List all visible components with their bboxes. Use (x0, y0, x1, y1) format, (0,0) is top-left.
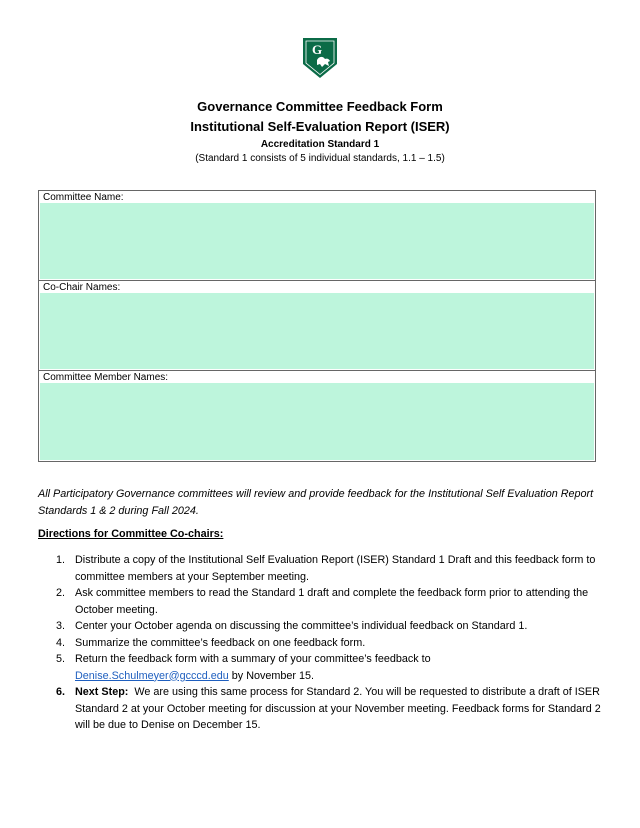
email-link[interactable]: Denise.Schulmeyer@gcccd.edu (75, 669, 229, 682)
step-number: 5. (56, 653, 66, 665)
directions-list (38, 552, 608, 734)
intro-paragraph: All Participatory Governance committees will review and provide feedback for the Institutional Self Evaluation Report Standards 1 & 2 during Fall 2024. (38, 488, 594, 517)
step-text: Distribute a copy of the Institutional Self Evaluation Report (ISER) Standard 1 Draft and this feedback form to committee members at your September meeting. (75, 554, 596, 583)
co-chair-names-section (39, 281, 595, 371)
step-text: Summarize the committee’s feedback on one feedback form. (75, 636, 366, 649)
list-item (38, 651, 608, 684)
logo-letter: G (312, 42, 323, 57)
committee-info-table (38, 190, 596, 462)
step-number: 3. (56, 620, 66, 632)
step-text: Center your October agenda on discussing the committee’s individual feedback on Standard 1. (75, 620, 528, 632)
step-text: Return the feedback form with a summary of your committee’s feedback to (75, 653, 431, 665)
step-text: We are using this same process for Standard 2. You will be requested to distribute a draft of ISER Standard 2 at your October meeting for discussion at your November meeting. Feedback forms for Standard 2 will be due to Denise on December 15. (75, 686, 601, 731)
step-number: 2. (56, 587, 66, 599)
list-item (38, 684, 608, 734)
committee-name-field[interactable] (40, 203, 594, 279)
committee-name-section (39, 191, 595, 281)
next-step-label: Next Step: (75, 686, 129, 698)
college-logo-icon (303, 38, 337, 78)
step-number: 4. (56, 636, 66, 649)
committee-member-names-field[interactable] (40, 383, 594, 460)
list-item (38, 635, 608, 652)
committee-member-names-section (39, 371, 595, 461)
committee-name-label: Committee Name: (43, 192, 124, 203)
step-number: 1. (56, 554, 66, 566)
co-chair-names-label: Co-Chair Names: (43, 282, 121, 293)
list-item (38, 552, 608, 585)
form-title: Governance Committee Feedback Form (197, 99, 443, 114)
accreditation-standard: Accreditation Standard 1 (260, 139, 380, 150)
co-chair-names-field[interactable] (40, 293, 594, 369)
list-item (38, 585, 608, 618)
list-item (38, 618, 608, 635)
directions-title: Directions for Committee Co-chairs: (38, 528, 224, 540)
step-text: Ask committee members to read the Standard 1 draft and complete the feedback form prior to attending the October meeting. (75, 587, 589, 616)
step-number: 6. (56, 686, 66, 698)
committee-member-names-label: Committee Member Names: (43, 372, 169, 383)
standard-note: (Standard 1 consists of 5 individual standards, 1.1 – 1.5) (195, 153, 445, 164)
form-subtitle: Institutional Self-Evaluation Report (ISER) (190, 119, 450, 134)
step-text-after: by November 15. (231, 669, 315, 682)
